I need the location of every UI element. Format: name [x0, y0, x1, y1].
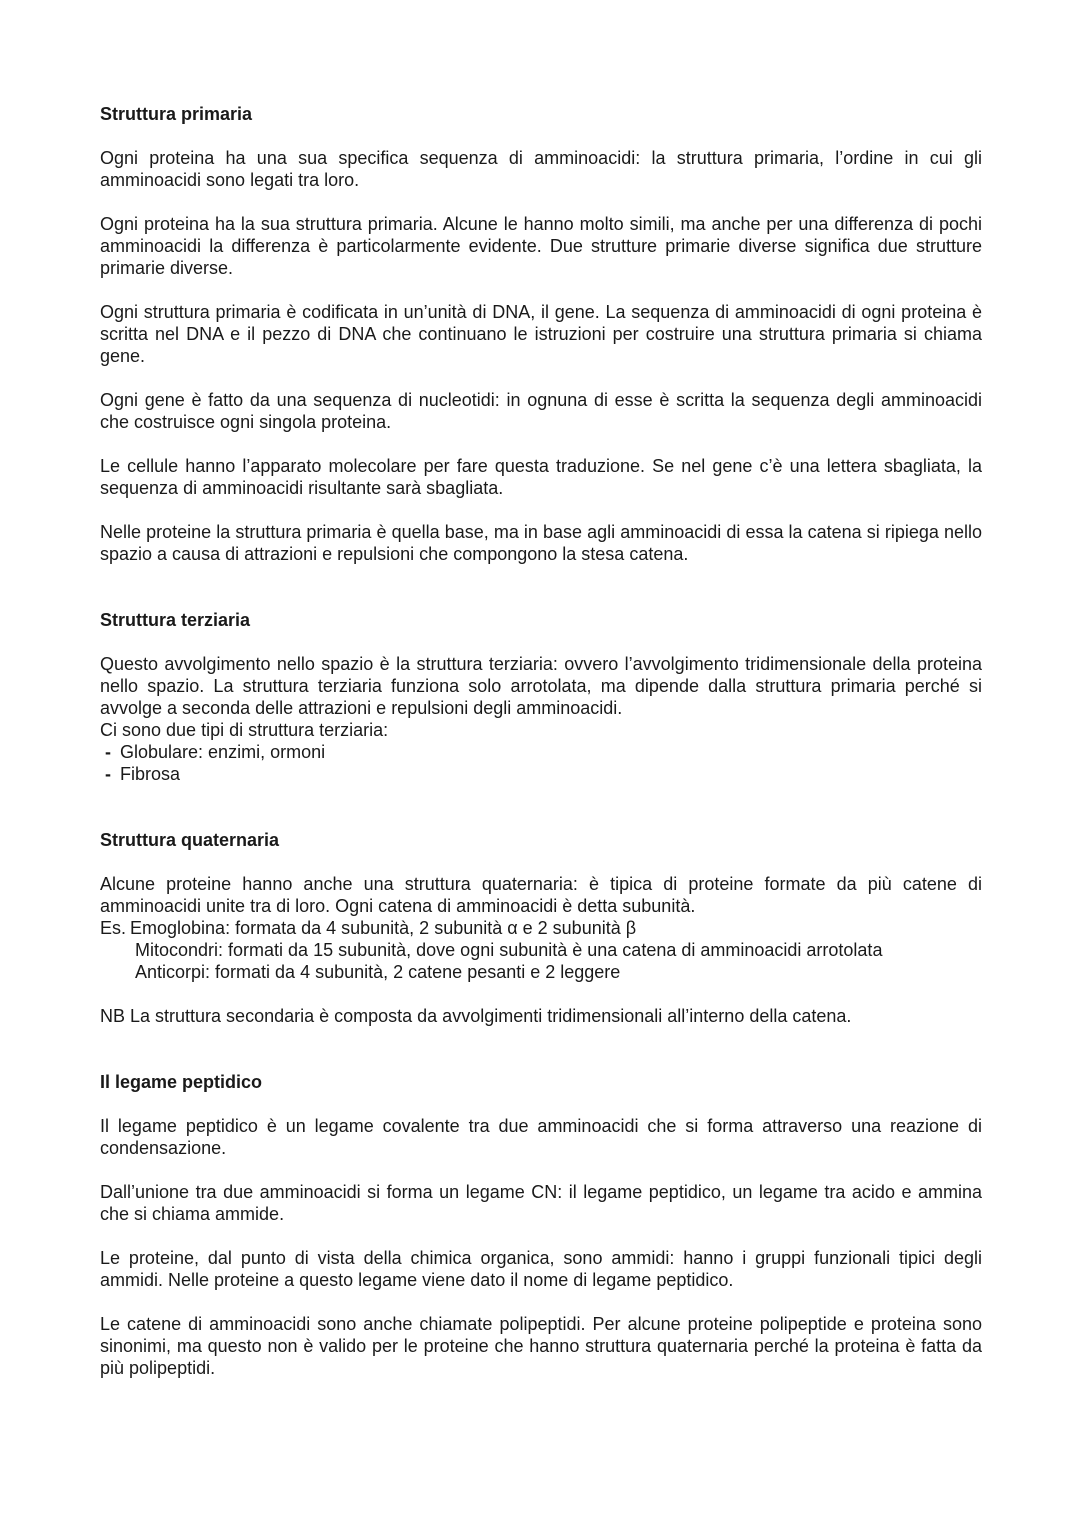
bullet-text: Fibrosa	[120, 764, 181, 784]
section-heading-struttura-terziaria: Struttura terziaria	[100, 610, 251, 630]
bullet-item	[100, 741, 982, 763]
section-heading-struttura-quaternaria: Struttura quaternaria	[100, 830, 280, 850]
paragraph: Questo avvolgimento nello spazio è la struttura terziaria: ovvero l’avvolgimento tridimensionale della proteina nello spazio. La struttura terziaria funziona solo arrotolata, ma dipende dalla struttura primaria perché si avvolge a seconda delle attrazioni e repulsioni degli amminoacidi.	[100, 654, 982, 718]
example-prefix: Es.	[100, 918, 127, 938]
example-text: Emoglobina: formata da 4 subunità, 2 subunità α e 2 subunità β	[130, 918, 637, 938]
paragraph: Il legame peptidico è un legame covalente tra due amminoacidi che si forma attraverso una reazione di condensazione.	[100, 1116, 982, 1158]
paragraph: Nelle proteine la struttura primaria è quella base, ma in base agli amminoacidi di essa la catena si ripiega nello spazio a causa di attrazioni e repulsioni che compongono la stesa catena.	[100, 522, 982, 564]
note-paragraph: NB La struttura secondaria è composta da avvolgimenti tridimensionali all’interno della catena.	[100, 1006, 852, 1026]
paragraph: Dall’unione tra due amminoacidi si forma un legame CN: il legame peptidico, un legame tra acido e ammina che si chiama ammide.	[100, 1182, 982, 1224]
paragraph: Alcune proteine hanno anche una struttura quaternaria: è tipica di proteine formate da più catene di amminoacidi unite tra di loro. Ogni catena di amminoacidi è detta subunità.	[100, 874, 982, 916]
paragraph: Ogni gene è fatto da una sequenza di nucleotidi: in ognuna di esse è scritta la sequenza degli amminoacidi che costruisce ogni singola proteina.	[100, 390, 982, 432]
bullet-item	[100, 763, 982, 785]
example-line: Anticorpi: formati da 4 subunità, 2 catene pesanti e 2 leggere	[135, 962, 621, 982]
section-heading-legame-peptidico: Il legame peptidico	[100, 1072, 263, 1092]
paragraph: Le proteine, dal punto di vista della chimica organica, sono ammidi: hanno i gruppi funzionali tipici degli ammidi. Nelle proteine a questo legame viene dato il nome di legame peptidico.	[100, 1248, 982, 1290]
example-line	[100, 917, 982, 939]
bullet-dash: -	[105, 764, 111, 784]
paragraph: Ogni struttura primaria è codificata in un’unità di DNA, il gene. La sequenza di amminoacidi di ogni proteina è scritta nel DNA e il pezzo di DNA che continuano le istruzioni per costruire una struttura primaria si chiama gene.	[100, 302, 982, 366]
section-heading-struttura-primaria: Struttura primaria	[100, 104, 253, 124]
list-intro: Ci sono due tipi di struttura terziaria:	[100, 720, 389, 740]
paragraph: Ogni proteina ha la sua struttura primaria. Alcune le hanno molto simili, ma anche per una differenza di pochi amminoacidi la differenza è particolarmente evidente. Due strutture primarie diverse significa due strutture primarie diverse.	[100, 214, 982, 278]
bullet-dash: -	[105, 742, 111, 762]
paragraph: Ogni proteina ha una sua specifica sequenza di amminoacidi: la struttura primaria, l’ordine in cui gli amminoacidi sono legati tra loro.	[100, 148, 982, 190]
paragraph: Le cellule hanno l’apparato molecolare per fare questa traduzione. Se nel gene c’è una lettera sbagliata, la sequenza di amminoacidi risultante sarà sbagliata.	[100, 456, 982, 498]
bullet-text: Globulare: enzimi, ormoni	[120, 742, 326, 762]
paragraph: Le catene di amminoacidi sono anche chiamate polipeptidi. Per alcune proteine polipeptide e proteina sono sinonimi, ma questo non è valido per le proteine che hanno struttura quaternaria perché la proteina è fatta da più polipeptidi.	[100, 1314, 982, 1378]
example-line: Mitocondri: formati da 15 subunità, dove ogni subunità è una catena di amminoacidi arrotolata	[135, 940, 883, 960]
